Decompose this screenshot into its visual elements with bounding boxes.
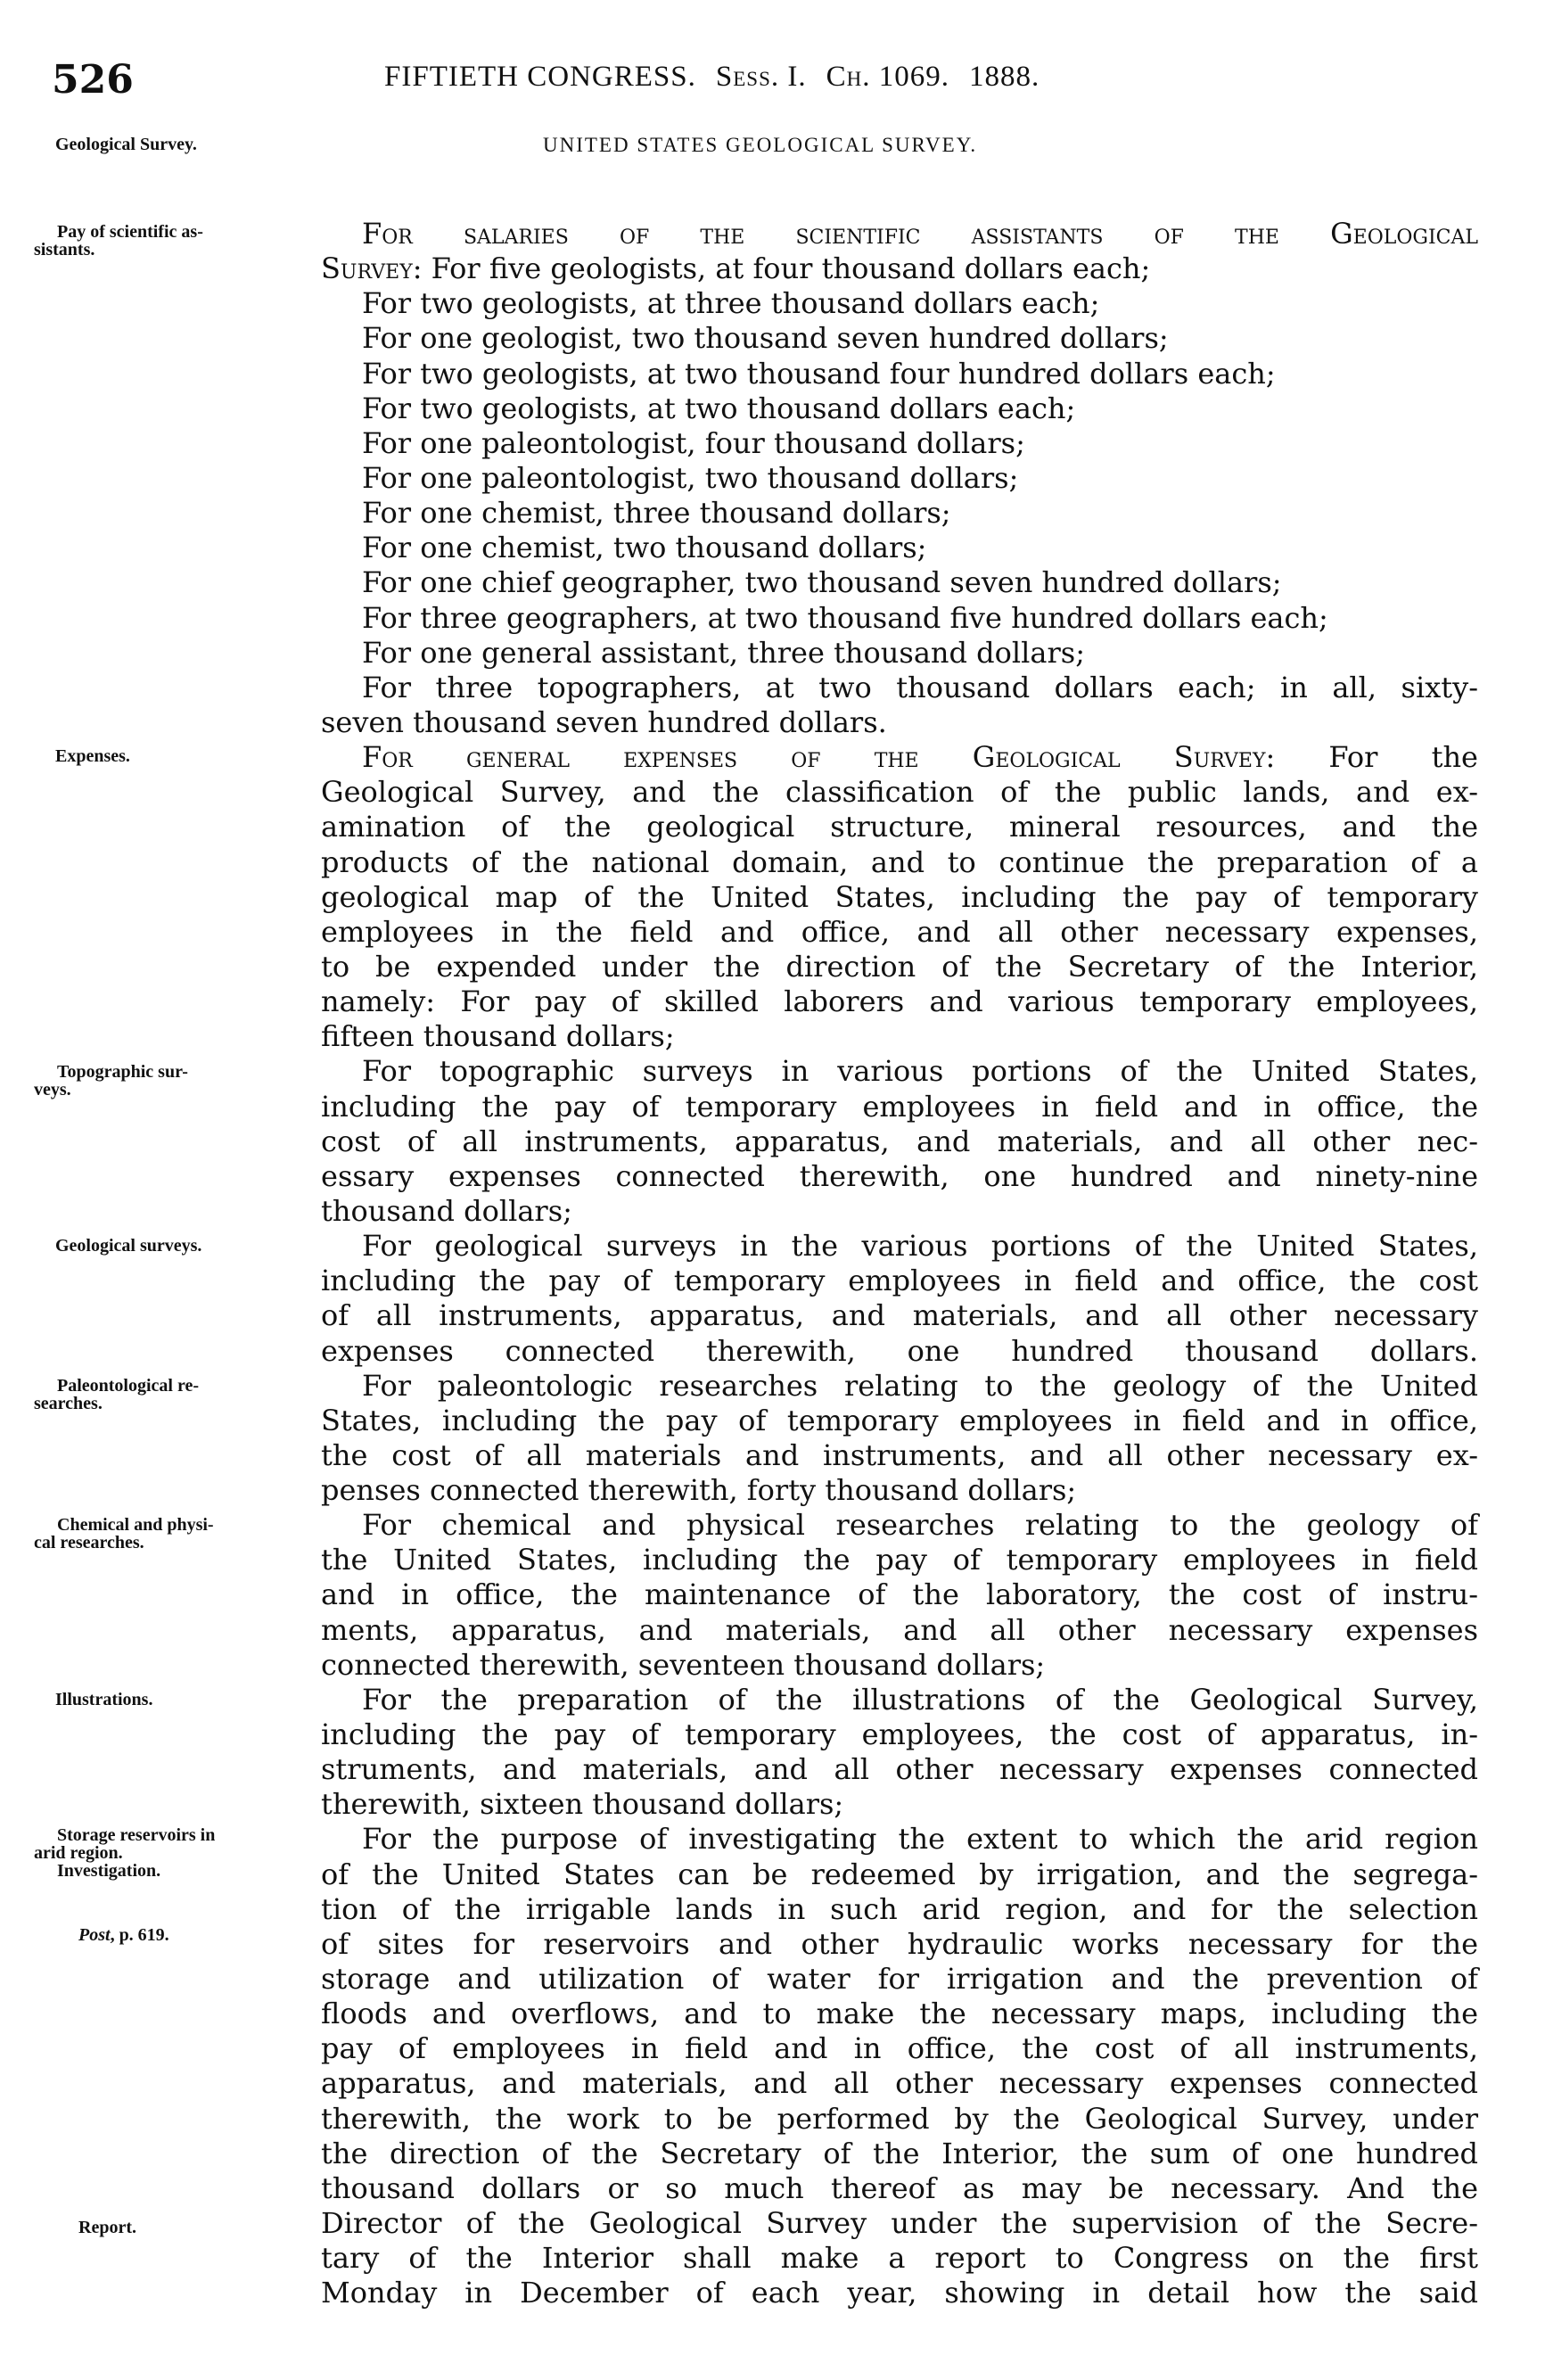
text-segment: the cost of all materials and instruments, and all other necessary ex-: [321, 1437, 1478, 1472]
text-line: [321, 1613, 1478, 1648]
text-line: [321, 1054, 1478, 1089]
text-segment: geological map of the United States, including the pay of temporary: [321, 879, 1478, 914]
text-line: [321, 1997, 1478, 2031]
margin-note-pay: [34, 223, 301, 259]
margin-note-illustrations: Illustrations.: [55, 1690, 153, 1709]
text-line: [321, 1264, 1478, 1298]
text-segment: Director of the Geological Survey under the supervision of the Secre-: [321, 2206, 1478, 2241]
text-line: [321, 1019, 1478, 1054]
text-segment: For one chief geographer, two thousand seven hundred dollars;: [362, 565, 1282, 600]
text-segment: including the pay of temporary employees, the cost of apparatus, in-: [321, 1717, 1478, 1752]
text-segment: apparatus, and materials, and all other necessary expenses connected: [321, 2066, 1478, 2101]
statute-text: [321, 217, 1478, 2310]
text-line: [321, 1577, 1478, 1612]
text-segment: penses connected therewith, forty thousand dollars;: [321, 1473, 1077, 1508]
text-segment: For one chemist, three thousand dollars;: [362, 496, 951, 531]
text-line: [321, 217, 1478, 251]
text-line: [321, 1229, 1478, 1264]
text-line: [321, 391, 1478, 426]
text-line: [321, 1473, 1478, 1508]
text-segment: For topographic surveys in various portions of the United States,: [362, 1054, 1478, 1089]
header-year: 1888.: [968, 61, 1040, 93]
text-segment: tary of the Interior shall make a report to Congress on the first: [321, 2241, 1478, 2276]
margin-note-geological-survey: Geological Survey.: [55, 135, 197, 154]
section-title: UNITED STATES GEOLOGICAL SURVEY.: [543, 134, 978, 156]
small-caps-heading: Survey: [321, 251, 413, 286]
text-segment: therewith, sixteen thousand dollars;: [321, 1787, 844, 1822]
text-line: [321, 740, 1478, 775]
text-segment: employees in the field and office, and all other necessary expenses,: [321, 914, 1478, 949]
margin-note-geological-surveys: Geological surveys.: [55, 1236, 202, 1256]
text-line: [321, 1927, 1478, 1962]
header-session: Sess. I.: [715, 61, 807, 93]
page-number: 526: [52, 57, 134, 103]
small-caps-heading: For salaries of the scientific assistants of the Geological: [362, 217, 1478, 251]
text-segment: of sites for reservoirs and other hydraulic works necessary for the: [321, 1926, 1478, 1961]
text-segment: For geological surveys in the various portions of the United States,: [362, 1229, 1478, 1264]
margin-note-line: cal researches.: [34, 1533, 144, 1552]
text-line: [321, 1543, 1478, 1577]
text-line: [321, 426, 1478, 461]
text-segment: cost of all instruments, apparatus, and materials, and all other nec-: [321, 1124, 1478, 1158]
text-line: [321, 1717, 1478, 1752]
text-line: [321, 1857, 1478, 1892]
margin-note-line: Topographic sur-: [57, 1062, 188, 1082]
text-line: [321, 915, 1478, 950]
text-segment: pay of employees in field and in office, the cost of all instruments,: [321, 2031, 1478, 2066]
text-segment: connected therewith, seventeen thousand dollars;: [321, 1647, 1046, 1682]
text-segment: of all instruments, apparatus, and materials, and all other necessary: [321, 1298, 1478, 1333]
text-line: [321, 636, 1478, 671]
text-segment: tion of the irrigable lands in such arid region, and for the selection: [321, 1891, 1478, 1926]
text-line: [321, 1822, 1478, 1857]
text-segment: of the United States can be redeemed by irrigation, and the segrega-: [321, 1857, 1478, 1891]
text-line: [321, 984, 1478, 1019]
text-segment: the direction of the Secretary of the Interior, the sum of one hundred: [321, 2136, 1478, 2170]
post-page: , p. 619.: [110, 1925, 169, 1945]
margin-note-line: Chemical and physi-: [57, 1515, 214, 1535]
text-segment: Geological Survey, and the classification of the public lands, and ex-: [321, 775, 1478, 810]
text-line: [321, 2206, 1478, 2241]
text-segment: For chemical and physical researches relating to the geology of: [362, 1508, 1478, 1543]
text-line: [321, 880, 1478, 915]
text-segment: For the preparation of the illustrations of the Geological Survey,: [362, 1682, 1478, 1717]
text-line: [321, 1892, 1478, 1927]
text-segment: For paleontologic researches relating to the geology of the United: [362, 1368, 1478, 1403]
text-line: [321, 1752, 1478, 1787]
text-segment: floods and overflows, and to make the necessary maps, including the: [321, 1997, 1478, 2031]
text-line: [321, 251, 1478, 286]
text-line: [321, 321, 1478, 356]
text-segment: including the pay of temporary employees in field and office, the cost: [321, 1264, 1478, 1298]
text-segment: For one chemist, two thousand dollars;: [362, 531, 927, 565]
text-line: [321, 357, 1478, 391]
text-line: [321, 565, 1478, 600]
text-segment: For two geologists, at two thousand four hundred dollars each;: [362, 356, 1276, 391]
text-segment: thousand dollars or so much thereof as may be necessary. And the: [321, 2170, 1478, 2205]
text-segment: therewith, the work to be performed by the Geological Survey, under: [321, 2101, 1478, 2136]
text-segment: namely: For pay of skilled laborers and various temporary employees,: [321, 984, 1478, 1019]
text-segment: Monday in December of each year, showing in detail how the said: [321, 2276, 1478, 2310]
text-line: [321, 2241, 1478, 2276]
text-segment: For three topographers, at two thousand dollars each; in all, sixty-: [362, 670, 1478, 704]
margin-note-line: searches.: [34, 1394, 103, 1413]
text-segment: struments, and materials, and all other necessary expenses connected: [321, 1752, 1478, 1787]
text-segment: to be expended under the direction of the Secretary of the Interior,: [321, 949, 1478, 984]
text-segment: For one paleontologist, two thousand dollars;: [362, 460, 1019, 495]
margin-note-line: Paleontological re-: [57, 1376, 200, 1396]
text-segment: States, including the pay of temporary employees in field and in office,: [321, 1403, 1478, 1437]
text-segment: For two geologists, at three thousand dollars each;: [362, 286, 1100, 321]
text-line: [321, 531, 1478, 565]
margin-note-line: Pay of scientific as-: [57, 222, 203, 242]
text-line: [321, 2031, 1478, 2066]
running-header: [384, 61, 1059, 94]
text-segment: ments, apparatus, and materials, and all other necessary expenses: [321, 1612, 1478, 1647]
text-segment: For three geographers, at two thousand five hundred dollars each;: [362, 600, 1328, 635]
text-segment: For the purpose of investigating the extent to which the arid region: [362, 1822, 1478, 1857]
text-segment: For one paleontologist, four thousand dollars;: [362, 425, 1025, 460]
text-line: [321, 496, 1478, 531]
post-italic: Post: [78, 1925, 111, 1945]
text-line: [321, 950, 1478, 984]
text-segment: amination of the geological structure, mineral resources, and the: [321, 810, 1478, 844]
text-line: [321, 1438, 1478, 1473]
text-segment: and in office, the maintenance of the laboratory, the cost of instru-: [321, 1577, 1478, 1612]
text-line: [321, 2066, 1478, 2101]
text-segment: the United States, including the pay of temporary employees in field: [321, 1543, 1478, 1577]
header-congress: FIFTIETH CONGRESS.: [384, 61, 696, 93]
text-segment: storage and utilization of water for irrigation and the prevention of: [321, 1962, 1478, 1997]
text-line: [321, 1787, 1478, 1822]
text-segment: For one general assistant, three thousand dollars;: [362, 635, 1085, 670]
text-line: [321, 461, 1478, 496]
text-line: [321, 2102, 1478, 2137]
text-segment: fifteen thousand dollars;: [321, 1019, 675, 1054]
text-line: [321, 1404, 1478, 1438]
header-chapter: Ch. 1069.: [826, 61, 949, 93]
margin-note-line: veys.: [34, 1080, 71, 1099]
margin-note-expenses: Expenses.: [55, 746, 130, 766]
text-line: [321, 1508, 1478, 1543]
text-line: [321, 705, 1478, 740]
text-line: [321, 2171, 1478, 2206]
small-caps-heading: For general expenses of the Geological Survey: [362, 740, 1266, 775]
margin-note-line: sistants.: [34, 240, 95, 259]
text-line: [321, 1298, 1478, 1333]
text-segment: : For five geologists, at four thousand dollars each;: [412, 251, 1151, 286]
text-line: [321, 1369, 1478, 1404]
margin-note-chemical: [34, 1516, 301, 1552]
margin-note-paleontological: [34, 1377, 301, 1412]
margin-note-topographic: [34, 1063, 301, 1099]
text-line: [321, 1090, 1478, 1124]
text-line: [321, 671, 1478, 705]
text-segment: seven thousand seven hundred dollars.: [321, 704, 887, 739]
text-line: [321, 1962, 1478, 1997]
text-segment: For one geologist, two thousand seven hundred dollars;: [362, 321, 1169, 356]
text-segment: products of the national domain, and to continue the preparation of a: [321, 844, 1478, 879]
margin-note-line: Investigation.: [57, 1861, 161, 1881]
text-line: [321, 1124, 1478, 1159]
text-line: [321, 775, 1478, 810]
text-segment: expenses connected therewith, one hundred thousand dollars.: [321, 1333, 1478, 1368]
text-line: [321, 1648, 1478, 1683]
text-line: [321, 286, 1478, 321]
text-line: [321, 601, 1478, 636]
text-line: [321, 2276, 1478, 2310]
margin-note-storage: [34, 1826, 301, 1880]
margin-note-line: Storage reservoirs in: [57, 1825, 216, 1845]
margin-note-report: Report.: [78, 2218, 136, 2237]
text-segment: essary expenses connected therewith, one hundred and ninety-nine: [321, 1158, 1478, 1193]
text-line: [321, 810, 1478, 844]
text-line: [321, 1194, 1478, 1229]
text-segment: For two geologists, at two thousand dollars each;: [362, 391, 1076, 425]
text-segment: thousand dollars;: [321, 1193, 572, 1228]
text-segment: including the pay of temporary employees in field and in office, the: [321, 1089, 1478, 1124]
text-line: [321, 1683, 1478, 1717]
text-segment: : For the: [1265, 740, 1478, 775]
text-line: [321, 2137, 1478, 2171]
margin-note-post-reference: [78, 1926, 346, 1944]
text-line: [321, 1159, 1478, 1194]
text-line: [321, 1334, 1478, 1369]
text-line: [321, 845, 1478, 880]
margin-note-line: arid region.: [34, 1843, 123, 1863]
